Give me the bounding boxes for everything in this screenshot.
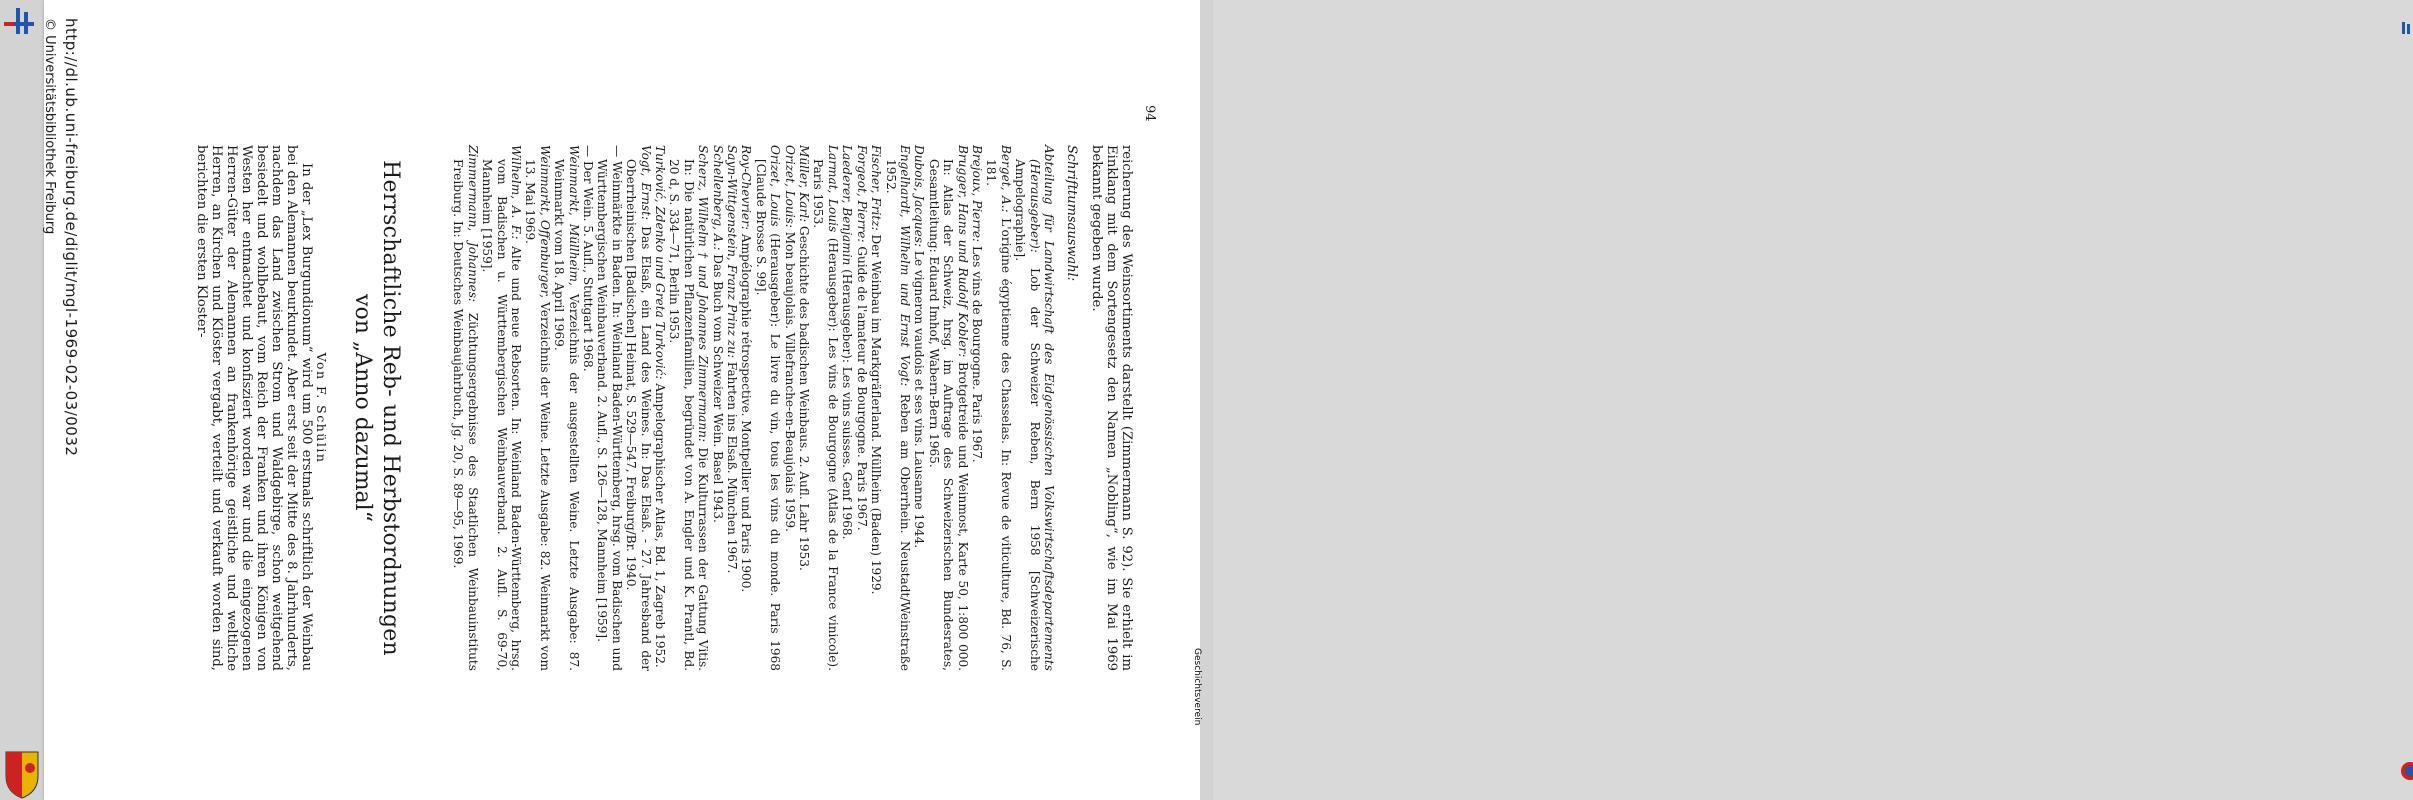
copyright-note: © Universitätsbibliothek Freiburg xyxy=(42,18,57,235)
bibliography-entry xyxy=(1013,145,1056,671)
bibliography-text: Reben am Oberrhein. Neustadt/Weinstraße 1952. xyxy=(883,159,912,671)
bibliography-author: Orizet, Louis xyxy=(768,145,783,227)
bibliography-author: — xyxy=(609,145,624,158)
bibliography-text: Les vins de Bourgogne. Paris 1967. xyxy=(969,242,984,463)
bibliography-entry xyxy=(753,145,782,671)
bibliography-entry xyxy=(624,145,653,671)
bibliography-entry xyxy=(710,145,724,671)
bibliography-author: Weinmarkt, Offenburger, xyxy=(537,145,552,298)
coat-of-arms-icon xyxy=(0,748,44,800)
bibliography-entry xyxy=(595,145,624,671)
bibliography-entry xyxy=(811,145,840,671)
bibliography-text: Das Elsaß, ein Land des Weines. In: Das Elsaß. - 27. Jahresband der Oberrheinischen [Badischen] Heimat, S. 529—547, Freiburg/Br. 1940. xyxy=(624,159,653,672)
bibliography-text: Ampélographie rétrospective. Montpellier und Paris 1900. xyxy=(739,230,754,593)
bibliography-author: Fischer, Fritz: xyxy=(869,145,884,231)
bibliography-text: Ampelographischer Atlas, Bd. 1, Zagreb 1952. xyxy=(653,379,668,668)
bibliography-text: Züchtungsergebnisse des Staatlichen Weinbauinstituts Freiburg. In: Deutsches Weinbaujahrbuch, Jg. 20, S. 89—95, 1969. xyxy=(451,159,480,671)
bibliography-text: (Herausgeber): Les vins suisses. Genf 1968. xyxy=(840,265,855,540)
bibliography-list xyxy=(451,145,1056,671)
bibliography-author: Roy-Chevrier: xyxy=(739,145,754,230)
bibliography-entry xyxy=(451,145,480,671)
bibliography-author: Turković, Zdenko und Greta Turković: xyxy=(653,145,668,380)
bibliography-entry xyxy=(840,145,854,671)
bibliography-text: Le vigneron vaudois et ses vins. Lausanne 1944. xyxy=(912,247,927,549)
bibliography-text: L'origine égyptienne des Chasselas. In: Revue de viticulture, Bd. 76, S. 181. xyxy=(984,159,1013,671)
bibliography-author: Zimmermann, Johannes: xyxy=(465,145,480,303)
left-margin-strip xyxy=(0,0,44,800)
bibliography-heading: Schrifttumsauswahl: xyxy=(1064,145,1079,282)
bibliography-entry xyxy=(725,145,739,671)
bibliography-author: — xyxy=(581,145,595,158)
article-title: Herrschaftliche Reb- und Herbstordnungen xyxy=(377,160,403,656)
bibliography-author: Orizet, Louis: xyxy=(782,145,797,228)
verein-label xyxy=(1192,648,1213,748)
bibliography-entry xyxy=(782,145,796,671)
bibliography-entry xyxy=(912,145,926,671)
bibliography-text: Der Weinbau im Markgräflerland. Müllheim (Baden) 1929. xyxy=(869,230,884,595)
bibliography-entry xyxy=(480,145,523,671)
bibliography-text: Weinmärkte in Baden. In: Weinland Baden-Württemberg, hrsg. vom Badischen und Württembergischen Weinbauverband. 2. Aufl., S. 126—128, Mannheim [1959]. xyxy=(595,157,624,671)
bibliography-entry xyxy=(797,145,811,671)
bibliography-text: Verzeichnis der Weine. Letzte Ausgabe: 82. Weinmarkt vom 13. Mai 1969. xyxy=(523,159,552,672)
bibliography-entry xyxy=(883,145,912,671)
bibliography-entry xyxy=(926,145,969,671)
article-title-block xyxy=(314,145,403,671)
bibliography-author: Forgeot, Pierre: xyxy=(854,145,869,243)
article-author: Von F. Schülin xyxy=(313,352,329,464)
permalink-url[interactable]: http://dl.ub.uni-freiburg.de/diglit/mgl-1969-02-03/0032 xyxy=(62,18,80,457)
bibliography-text: (Herausgeber): Les vins de Bourgogne (Atlas de la France vinicole). Paris 1953. xyxy=(811,159,840,671)
bibliography-text: Das Buch vom Schweizer Wein. Basel 1943. xyxy=(710,250,725,523)
bibliography-text: Geschichte des badischen Weinbaus. 2. Aufl. Lahr 1953. xyxy=(797,222,812,571)
bibliography-text: Guide de l'amateur de Bourgogne. Paris 1967. xyxy=(854,242,869,531)
bibliography-text: Der Wein. 5. Aufl., Stuttgart 1968. xyxy=(581,157,595,372)
bibliography-entry xyxy=(854,145,868,671)
page-content-rotated xyxy=(44,0,1200,800)
bibliography-text: Verzeichnis der ausgestellten Weine. Letzte Ausgabe: 87. Weinmarkt vom 18. April 1969. xyxy=(552,159,581,671)
bibliography-entry xyxy=(739,145,753,671)
bibliography-author: Wilhelm, A. F.: xyxy=(508,145,523,240)
bibliography-entry xyxy=(970,145,984,671)
bibliography-text: (Herausgeber): Le livre du vin, tous les vins du monde. Paris 1968 [Claude Brosse S. 99]. xyxy=(753,159,783,671)
bibliography-text: Lob der Schweizer Reben, Bern 1958 [Schweizerische Ampelographie]. xyxy=(1013,159,1042,671)
bibliography-text: Mon beaujolais. Villefranche-en-Beaujolais 1959. xyxy=(782,227,797,532)
bibliography-author: Brugger, Hans und Rudolf Kobler: xyxy=(955,145,970,358)
bibliography-entry xyxy=(552,145,581,671)
library-logo-small-icon xyxy=(2400,18,2413,38)
bibliography-text: Die Kulturrassen der Gattung Vitis. In: Die natürlichen Pflanzenfamilien, begründet von A. Engler und K. Prantl, Bd. 20 d, S. 334—71, Berlin 1953. xyxy=(667,159,711,672)
bibliography-text: Fahrten ins Elsaß. München 1967. xyxy=(725,358,740,574)
article-subtitle: von „Anno dazumal“ xyxy=(349,294,375,522)
bibliography-author: Abteilung für Landwirtschaft des Eidgenössischen Volkswirtschaftsdepartements (Herausgeber): xyxy=(1027,145,1056,671)
page-number: 94 xyxy=(1142,105,1157,122)
bibliography-author: Dubois, Jacques: xyxy=(912,145,927,248)
page-text-column xyxy=(194,145,1134,671)
bibliography-author: Brejoux, Pierre: xyxy=(969,145,984,243)
permalink-band xyxy=(44,0,90,800)
bibliography-author: Scherz, Wilhelm † und Johannes Zimmermann: xyxy=(696,145,711,443)
bibliography-text: Brotgetreide und Weinmost, Karte 50, 1:800 000. In: Atlas der Schweiz, hrsg. im Auftrage des Schweizerischen Bundesrates, Gesamtleitung: Eduard Imhof, Wabern-Bern 1965. xyxy=(926,159,970,671)
intro-paragraph: reicherung des Weinsortiments darstellt (Zimmermann S. 92). Sie erhielt im Einklang mit dem Sortengesetz den Namen „Nobling“, wie im Mai 1969 bekannt gegeben wurde. xyxy=(1089,145,1134,671)
bibliography-author: Larmat, Louis xyxy=(825,145,840,233)
bibliography-entry xyxy=(523,145,552,671)
bibliography-author: Vogt, Ernst: xyxy=(638,145,653,221)
scanned-page xyxy=(44,0,1200,800)
bibliography-entry xyxy=(667,145,710,671)
seal-icon xyxy=(2400,756,2413,786)
bibliography-entry xyxy=(653,145,667,671)
bibliography-entry xyxy=(581,145,595,671)
bibliography-author: Laederer, Benjamin xyxy=(840,145,855,266)
bibliography-entry xyxy=(984,145,1013,671)
bibliography-author: Weinmarkt, Müllheim, xyxy=(566,145,581,286)
library-logo-icon xyxy=(0,0,44,40)
verein-label-text: Geschichtsverein xyxy=(1192,648,1202,726)
bibliography-entry xyxy=(869,145,883,671)
bibliography-author: Müller, Karl: xyxy=(797,145,812,223)
bibliography-text: Alte und neue Rebsorten. In: Weinland Baden-Württemberg, hrsg. vom Badischen u. Württembergischen Weinbauverband. 2. Aufl. S. 69-70, Mannheim [1959]. xyxy=(480,159,523,671)
bibliography-author: Sayn-Wittgenstein, Franz Prinz zu: xyxy=(725,145,740,359)
bibliography-author: Engelhardt, Wilhelm und Ernst Vogt: xyxy=(897,145,912,387)
article-body-paragraph: In der „Lex Burgundionum“ wird um 500 erstmals schriftlich der Weinbau bei den Alemannen beurkundet. Aber erst seit der Mitte des 8. Jahrhunderts, nachdem das Land zwischen Strom und Waldgebirge, schon weitgehend besiedelt und wohlbebaut, vom Reich der Franken und ihren Königen von Westen her entmachtet und konfisziert worden war und die eingezogenen Herren-Güter der Alemannen an frankenhörige geistliche und weltliche Herren, an Kirchen und Klöster vergabt, verteilt und verkauft worden sind, berichten die ersten Kloster- xyxy=(193,145,314,671)
bibliography-author: Berget, A.: xyxy=(998,145,1013,213)
bibliography-author: Schellenberg, A.: xyxy=(710,145,725,251)
